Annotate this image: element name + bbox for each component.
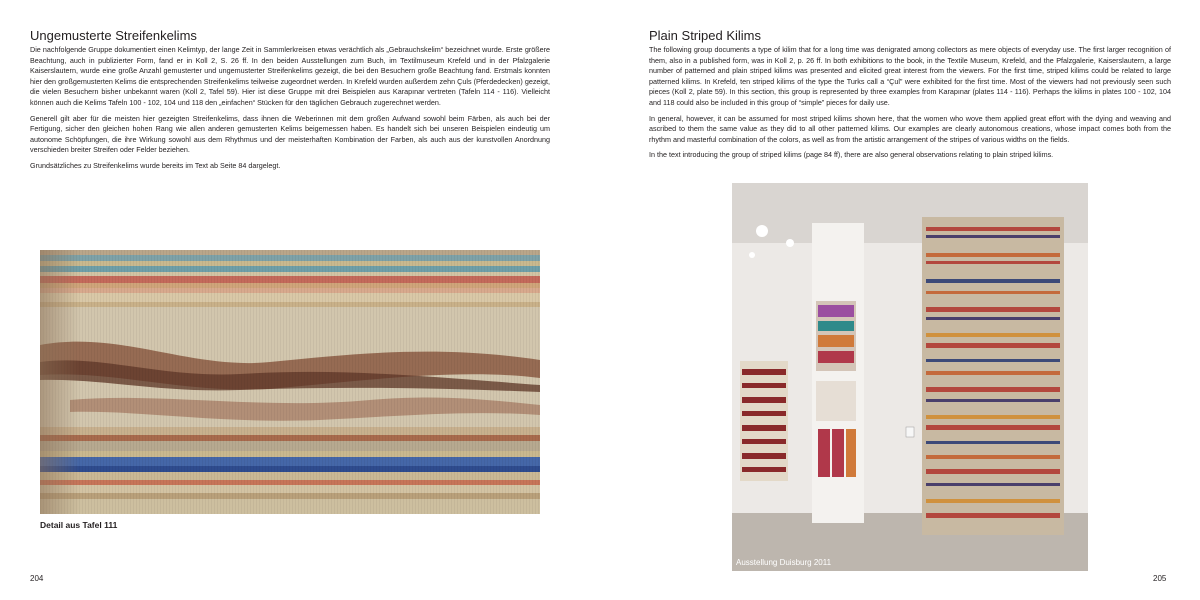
- paragraph: In the text introducing the group of striped kilims (page 84 ff), there are also general observations relating to plain striped kilims.: [649, 150, 1054, 160]
- page-title-de: Ungemusterte Streifenkelims: [30, 28, 197, 43]
- paragraph: Generell gilt aber für die meisten hier gezeigten Streifenkelims, dass ihnen die Weberinnen mit dem großen Aufwand sowohl beim Färben, als auch bei der Fertigung, sicher den gleichen hohen Rang wie allen anderen gemusterten Kelims beigemessen haben. Es handelt sich bei unseren Beispielen eindeutig um autonome Schöpfungen, die ihre Wirkung sowohl aus dem Rhythmus und der meisterhaften Kombination der Farben, als auch aus der kunstvollen Anordnung verschieden breiter Streifen oder Felder beziehen.: [30, 113, 550, 155]
- photo-caption-en: Ausstellung Duisburg 2011: [736, 558, 832, 567]
- paragraph: Grundsätzliches zu Streifenkelims wurde bereits im Text ab Seite 84 dargelegt.: [30, 160, 281, 170]
- exhibition-photo: [732, 183, 1088, 571]
- photo-caption-de: Detail aus Tafel 111: [40, 520, 118, 530]
- page-number-left: 204: [30, 574, 44, 583]
- body-text-de: [30, 45, 550, 177]
- page-number-right: 205: [1153, 574, 1167, 583]
- kilim-detail-photo: [40, 250, 540, 514]
- right-page: [600, 0, 1200, 600]
- paragraph: In general, however, it can be assumed for most striped kilims shown here, that the women who wove them applied great effort with the dying and weaving and ascribed to them the same value as they did to all other patterned kilims. Our examples are clearly autonomous creations, whose impact comes both from the rhythm and masterful combination of the colors, as well as from the artistic arrangement of the stripes of various widths on the fields.: [649, 113, 1171, 144]
- body-text-en: [649, 45, 1171, 166]
- paragraph: The following group documents a type of kilim that for a long time was denigrated among collectors as mere objects of everyday use. The first larger recognition of them, also in a published form, was in Koll 2, p. 26 ff. In both exhibitions to the book, in the Textile Museum, Krefeld, and the Pfalzgalerie, Kaiserslautern, a large number of patterned and plain striped kilims was presented and elicited great interest from the viewers. For the first time, striped kilims could be related to large patterned kilims. In Krefeld, ten striped kilims of the type the Turks call a “Çul” were exhibited for the first time. Most of the viewers had not previously seen such pieces (Koll 2, plate 59). In this section, this group is represented by three examples from Karapınar (plates 114 - 116). Perhaps the kilims in plates 100 - 102, 104 and 118 could also be included in this group of “simple” pieces for daily use.: [649, 45, 1171, 107]
- page-title-en: Plain Striped Kilims: [649, 28, 761, 43]
- paragraph: Die nachfolgende Gruppe dokumentiert einen Kelimtyp, der lange Zeit in Sammlerkreisen etwas verächtlich als „Gebrauchskelim“ bezeichnet wurde. Erste größere Beachtung, auch in publizierter Form, fand er in Koll 2, S. 26 ff. In den beiden Ausstellungen zum Buch, im Textilmuseum Krefeld und in der Pfalzgalerie Kaiserslautern, wurde eine große Anzahl gemusterter und ungemusterter Streifenkelims gezeigt, die bei den Besuchern große Beachtung fand. Erstmals konnten hier den großgemusterten Kelims die entsprechenden Streifenkelims teilweise zugeordnet werden. In Krefeld wurden außerdem zehn Çuls (Pferdedecken) gezeigt, die vielen Besuchern bisher unbekannt waren (Koll 2, Tafel 59). Hier ist diese Gruppe mit drei Beispielen aus Karapınar vertreten (Tafeln 114 - 116). Vielleicht können auch die Kelims Tafeln 100 - 102, 104 und 118 den „einfachen“ Stücken für den täglichen Gebrauch zugerechnet werden.: [30, 45, 550, 107]
